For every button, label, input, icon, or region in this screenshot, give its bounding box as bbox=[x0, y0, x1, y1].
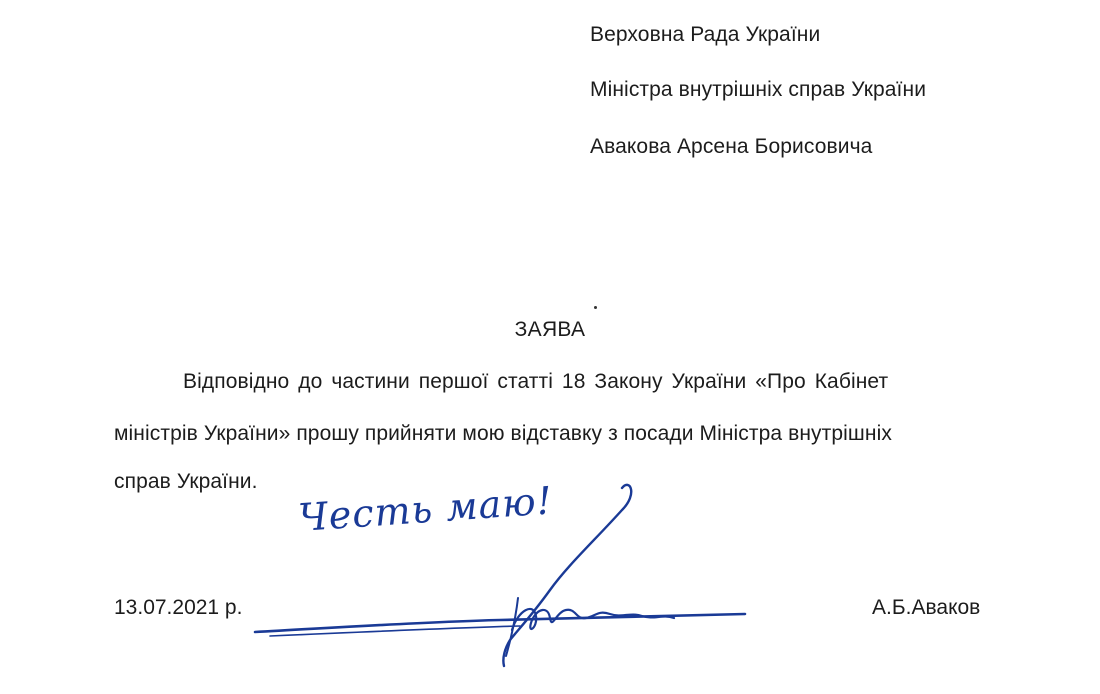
document-date: 13.07.2021 р. bbox=[114, 596, 243, 619]
addressee-parliament: Верховна Рада України bbox=[590, 23, 821, 46]
body-text-line-2: міністрів України» прошу прийняти мою відставку з посади Міністра внутрішніх bbox=[114, 422, 892, 445]
body-text-line-1: Відповідно до частини першої статті 18 Закону України «Про Кабінет bbox=[183, 370, 889, 393]
addressee-name: Авакова Арсена Борисовича bbox=[590, 135, 873, 158]
body-text-line-3: справ України. bbox=[114, 470, 258, 493]
document-title: ЗАЯВА bbox=[514, 318, 586, 341]
signature bbox=[250, 480, 770, 680]
scan-speck bbox=[594, 306, 597, 309]
signer-name: А.Б.Аваков bbox=[872, 596, 981, 619]
addressee-position: Міністра внутрішніх справ України bbox=[590, 78, 927, 101]
handwritten-note: Честь маю! bbox=[296, 478, 555, 540]
